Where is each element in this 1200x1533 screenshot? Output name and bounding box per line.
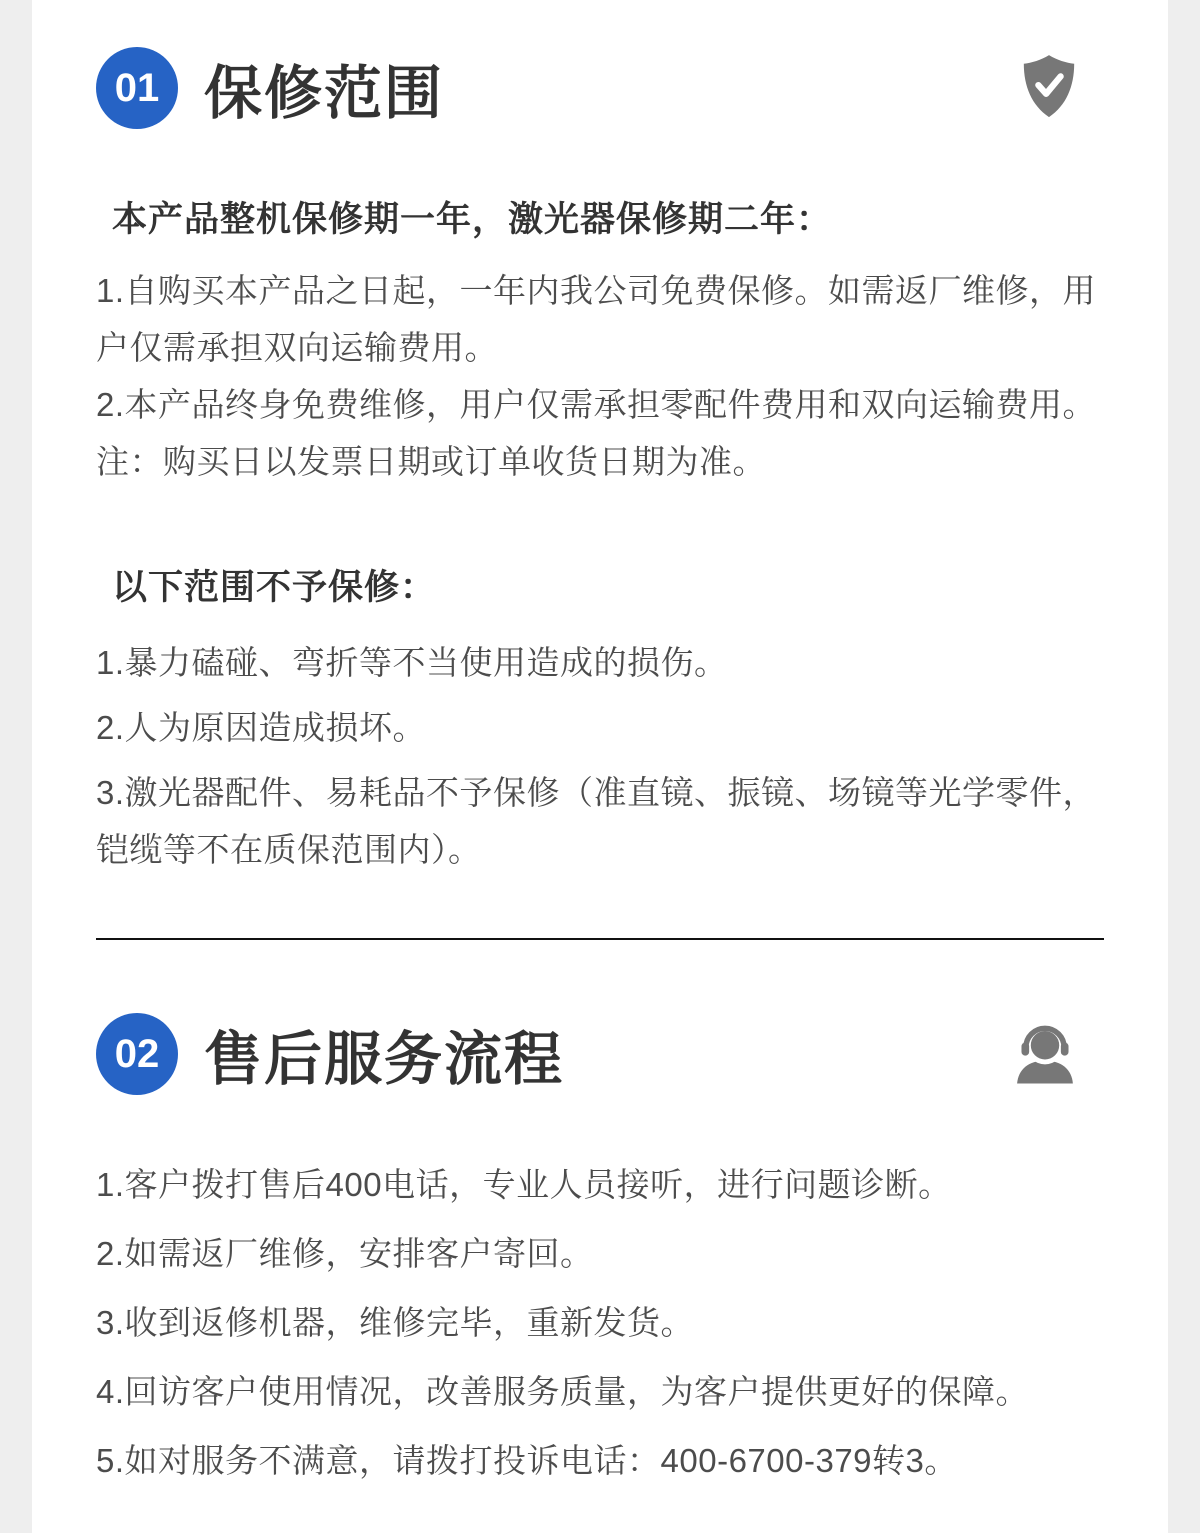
warranty-intro-list	[96, 262, 1104, 490]
warranty-exclusion-item: 2.人为原因造成损坏。	[96, 709, 427, 746]
section-title: 保修范围	[204, 61, 445, 126]
warranty-intro-item: 2.本产品终身免费维修，用户仅需承担零配件费用和双向运输费用。	[96, 386, 1097, 423]
service-section-header	[96, 1012, 1104, 1096]
service-step: 2.如需返厂维修，安排客户寄回。	[96, 1235, 594, 1272]
content-card	[32, 0, 1168, 1533]
service-step: 4.回访客户使用情况，改善服务质量，为客户提供更好的保障。	[96, 1373, 1030, 1410]
section-number-badge: 01	[96, 47, 178, 129]
service-section	[96, 1012, 1104, 1484]
warranty-intro-item: 1.自购买本产品之日起，一年内我公司免费保修。如需返厂维修，用户仅需承担双向运输费用。	[96, 272, 1097, 366]
service-steps-list	[96, 1162, 1104, 1484]
service-step: 3.收到返修机器，维修完毕，重新发货。	[96, 1304, 695, 1341]
section-number-badge: 02	[96, 1013, 178, 1095]
shield-check-icon	[1018, 52, 1080, 124]
warranty-exclusion-list	[96, 634, 1104, 878]
warranty-section-header	[96, 46, 1104, 130]
service-step: 1.客户拨打售后400电话，专业人员接听，进行问题诊断。	[96, 1166, 952, 1203]
service-step: 5.如对服务不满意，请拨打投诉电话：400-6700-379转3。	[96, 1442, 958, 1479]
warranty-intro-note: 注：购买日以发票日期或订单收货日期为准。	[96, 443, 766, 480]
warranty-section	[96, 46, 1104, 878]
warranty-intro-heading: 本产品整机保修期一年，激光器保修期二年：	[112, 200, 833, 239]
warranty-exclusion-item: 1.暴力磕碰、弯折等不当使用造成的损伤。	[96, 644, 728, 681]
customer-service-icon	[1010, 1018, 1080, 1090]
section-divider	[96, 938, 1104, 940]
warranty-exclusion-heading: 以下范围不予保修：	[112, 568, 437, 607]
warranty-exclusion-item: 3.激光器配件、易耗品不予保修（准直镜、振镜、场镜等光学零件，铠缆等不在质保范围内）。	[96, 774, 1097, 868]
section-title: 售后服务流程	[204, 1027, 565, 1092]
